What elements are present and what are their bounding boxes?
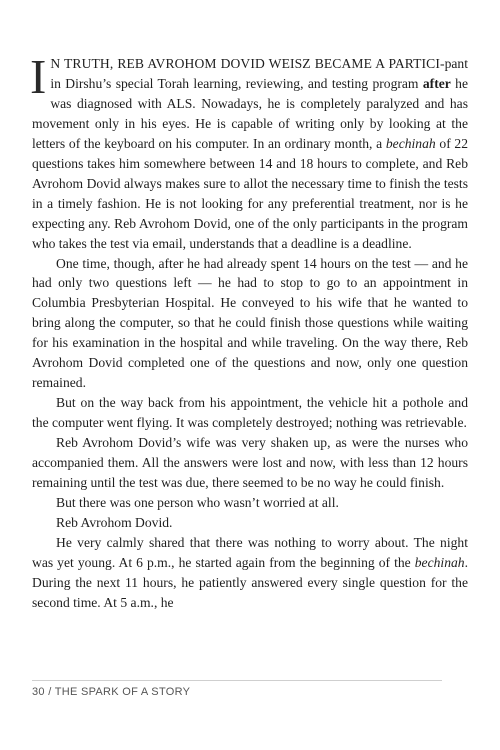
- term-bechinah-2: bechinah: [414, 554, 465, 570]
- calm-text-2: . During the next 11 hours, he patiently answered every single question for the second time. At 5 a.m., he: [32, 554, 468, 610]
- running-footer-text: 30 / THE SPARK OF A STORY: [32, 686, 191, 698]
- opening-paragraph: [30, 49, 469, 254]
- opening-text-1: pant in Dirshu’s special Torah learning, reviewing, and testing program: [50, 56, 468, 91]
- calm-text-1: He very calmly shared that there was nothing to worry about. The night was yet young. At 6 p.m., he started again from the beginning of the: [32, 534, 468, 570]
- opening-text-3: of 22 questions takes him somewhere between 14 and 18 hours to complete, and Reb Avrohom Dovid always makes sure to allot the necessary time to finish the tests in a timely fashion. He is not looking for any preferential treatment, nor is he expecting any. Reb Avrohom Dovid, one of the only participants in the program who takes the test via email, understands that a deadline is a deadline.: [32, 135, 469, 251]
- paragraph-calmly-shared: [32, 533, 468, 613]
- drop-cap: I: [30, 49, 47, 104]
- paragraph-wife-shaken: Reb Avrohom Dovid’s wife was very shaken up, as were the nurses who accompanied them. All the answers were lost and now, with less than 12 hours remaining until the test was due, there seemed to be no way he could finish.: [32, 435, 468, 491]
- lead-in-caps: N TRUTH, REB AVROHOM DOVID WEISZ BECAME A PARTICI-: [50, 56, 445, 71]
- paragraph-pothole: But on the way back from his appointment, the vehicle hit a pothole and the computer went flying. It was completely destroyed; nothing was retrievable.: [32, 395, 468, 431]
- page-body: [30, 49, 469, 613]
- opening-text-2: he was diagnosed with ALS. Nowadays, he is completely paralyzed and has movement only in his eyes. He is capable of writing only by looking at the letters of the keyboard on his computer. In an ordinary month, a: [32, 75, 468, 151]
- term-bechinah: bechinah: [385, 135, 436, 151]
- emphasis-after: after: [422, 75, 451, 91]
- page-footer: [32, 680, 442, 698]
- paragraph-hospital-trip: One time, though, after he had already spent 14 hours on the test — and he had only two questions left — he had to stop to go to an appointment in Columbia Presbyterian Hospital. He conveyed to his wife that he wanted to bring along the computer, so that he could finish those questions while waiting for his examination in the hospital and while traveling. On the way there, Reb Avrohom Dovid completed one of the questions and now, only one question remained.: [32, 255, 468, 391]
- paragraph-one-person: But there was one person who wasn’t worried at all.: [56, 494, 339, 510]
- paragraph-reb-avrohom: Reb Avrohom Dovid.: [56, 514, 173, 530]
